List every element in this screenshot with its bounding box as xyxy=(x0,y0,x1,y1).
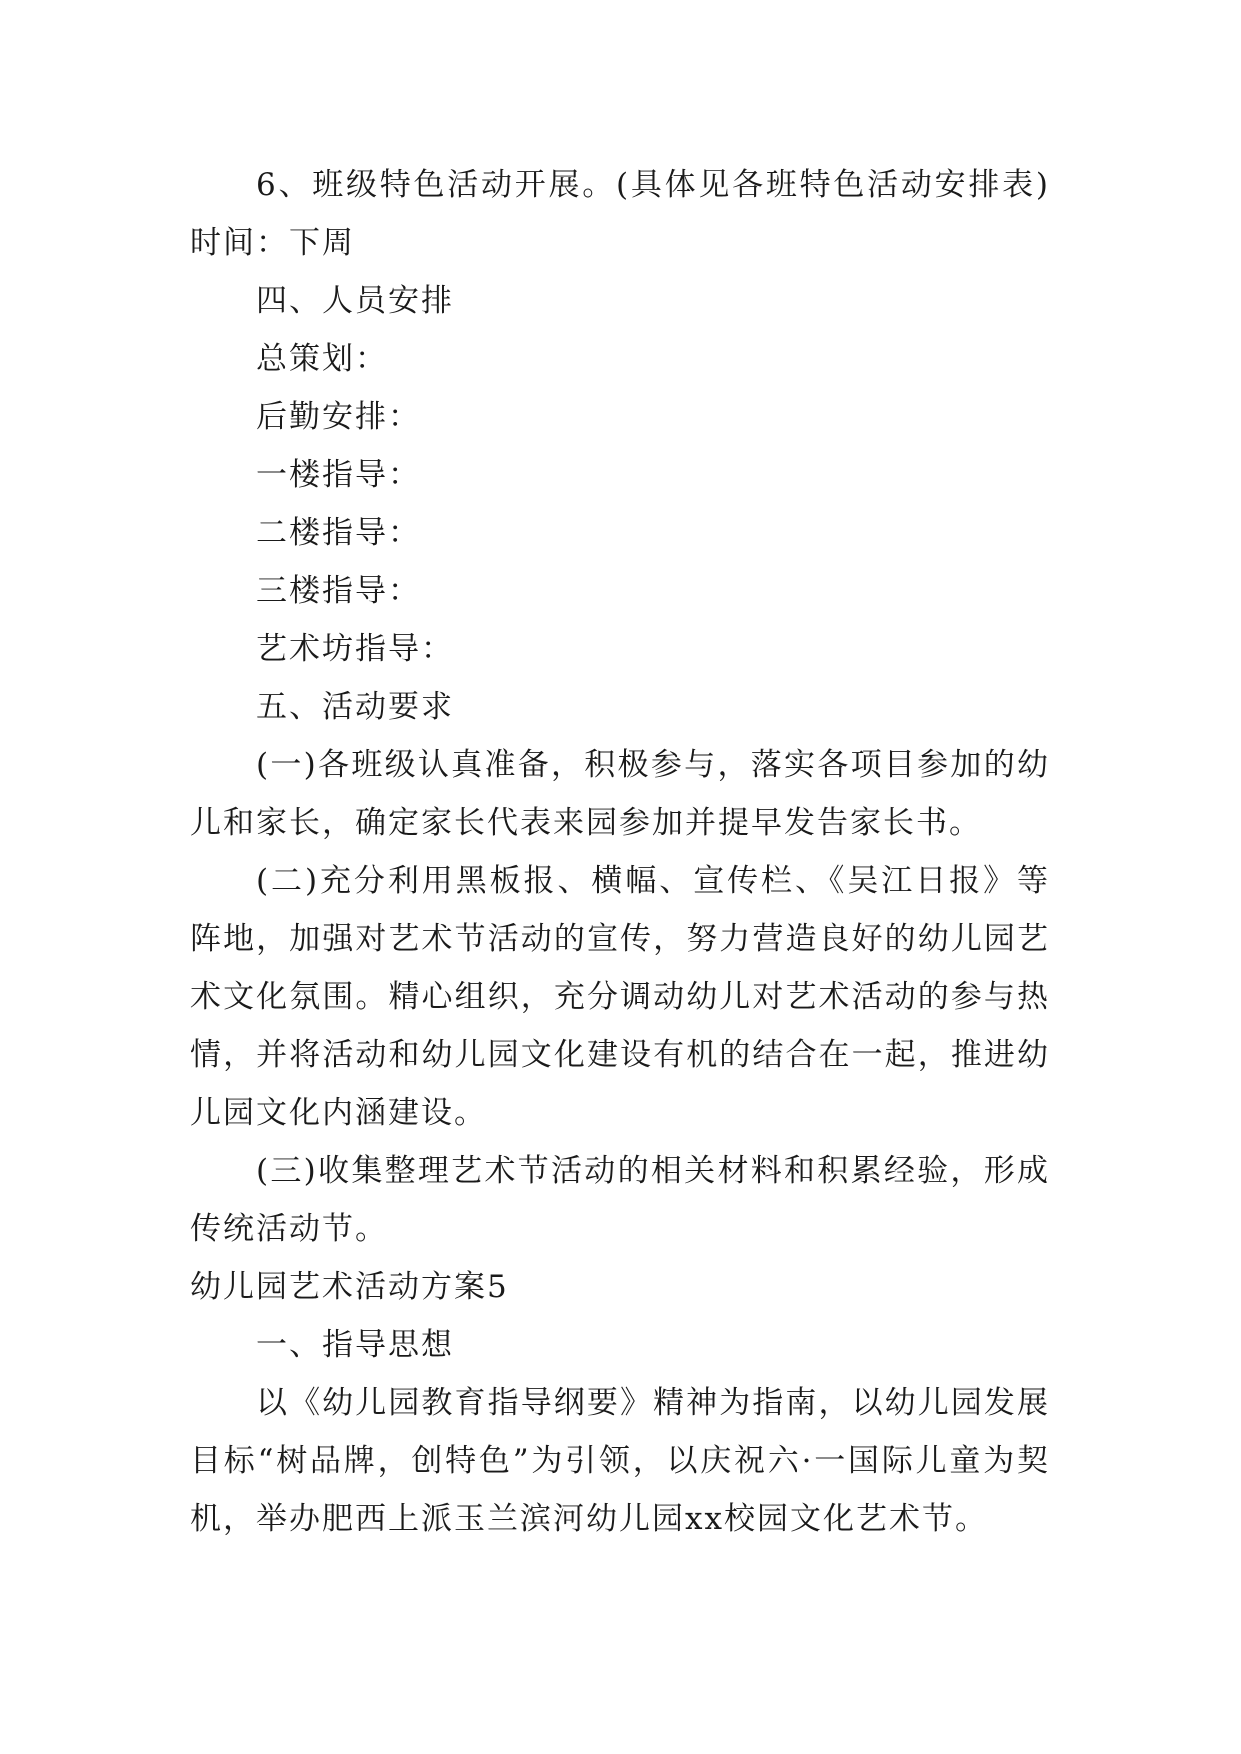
role-second-floor-guide: 二楼指导： xyxy=(256,515,421,551)
requirement-2: (二)充分利用黑板报、横幅、宣传栏、《吴江日报》等阵地，加强对艺术节活动的宣传，努力营造良好的幼儿园艺术文化氛围。精心组织，充分调动幼儿对艺术活动的参与热情，并将活动和幼儿园文化建设有机的结合在一起，推进幼儿园文化内涵建设。 xyxy=(190,863,1050,1131)
role-logistics: 后勤安排： xyxy=(256,399,421,435)
heading-guiding-ideology: 一、指导思想 xyxy=(256,1327,454,1363)
role-third-floor-guide: 三楼指导： xyxy=(256,573,421,609)
requirement-3: (三)收集整理艺术节活动的相关材料和积累经验，形成传统活动节。 xyxy=(190,1153,1050,1247)
heading-requirements: 五、活动要求 xyxy=(256,689,454,725)
section-title-plan-5: 幼儿园艺术活动方案5 xyxy=(190,1269,509,1305)
heading-personnel: 四、人员安排 xyxy=(256,283,454,319)
role-first-floor-guide: 一楼指导： xyxy=(256,457,421,493)
requirement-1: (一)各班级认真准备，积极参与，落实各项目参加的幼儿和家长，确定家长代表来园参加并提早发告家长书。 xyxy=(190,747,1050,841)
paragraph-activity-6: 6、班级特色活动开展。(具体见各班特色活动安排表)时间：下周 xyxy=(190,167,1050,261)
role-general-planner: 总策划： xyxy=(256,341,388,377)
role-art-workshop-guide: 艺术坊指导： xyxy=(256,631,454,667)
paragraph-guiding-ideology: 以《幼儿园教育指导纲要》精神为指南，以幼儿园发展目标“树品牌，创特色”为引领，以庆祝六·一国际儿童为契机，举办肥西上派玉兰滨河幼儿园xx校园文化艺术节。 xyxy=(190,1385,1050,1537)
document-body xyxy=(190,156,1050,1548)
